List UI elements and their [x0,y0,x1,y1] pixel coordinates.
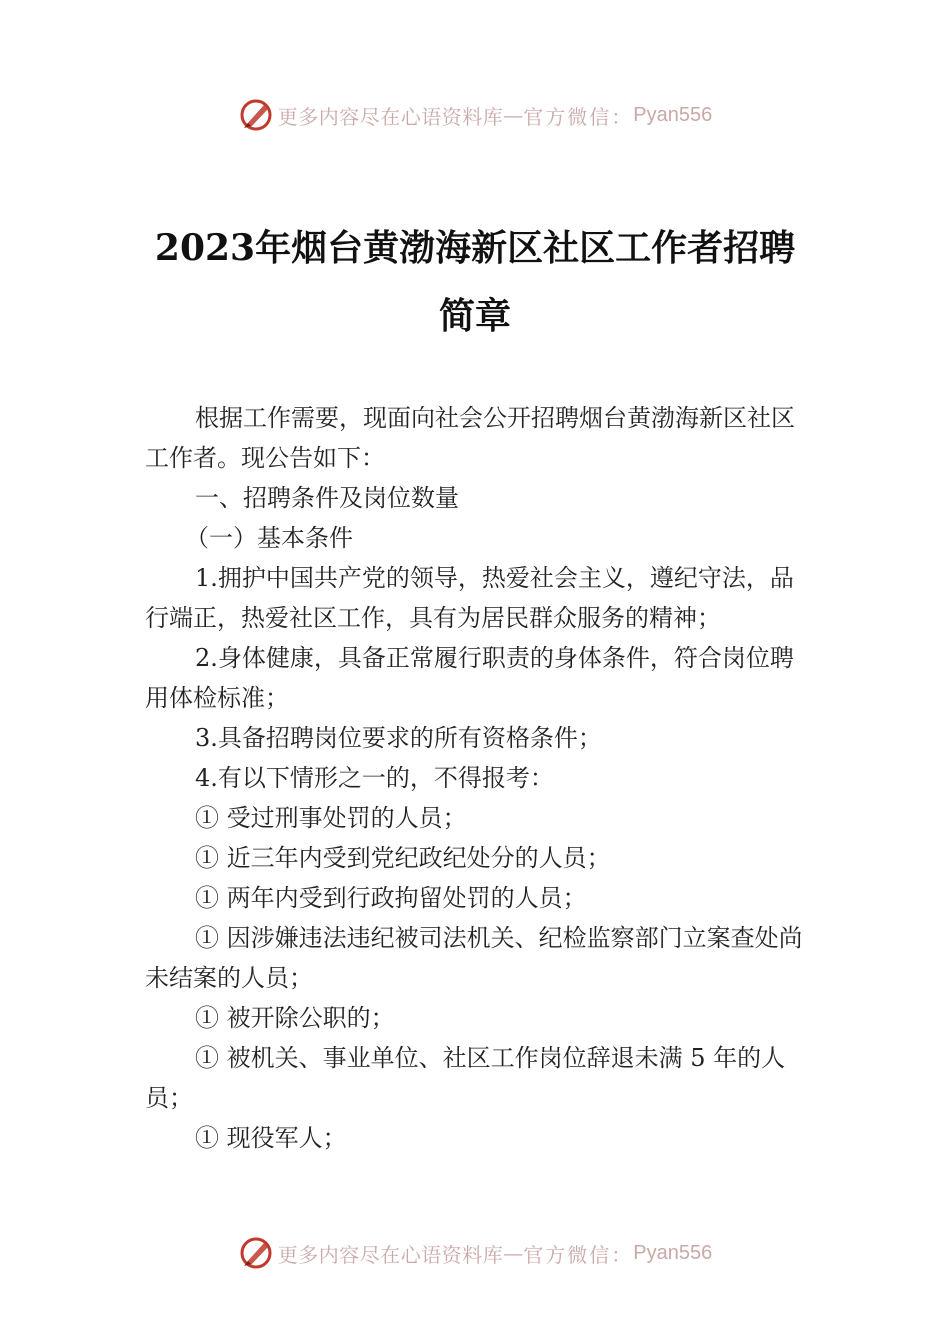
watermark-site: 更多内容尽在心语资料库 [277,1242,504,1267]
watermark-handle: Pyan556 [633,103,713,126]
paragraph: 2.身体健康，具备正常履行职责的身体条件，符合岗位聘用体检标准； [145,644,794,712]
list-item: ① 因涉嫌违法违纪被司法机关、纪检监察部门立案查处尚未结案的人员； [145,924,803,992]
document-title: 2023年烟台黄渤海新区社区工作者招聘简章 [154,227,796,337]
paragraph: 3.具备招聘岗位要求的所有资格条件； [195,724,602,752]
watermark-banner-top [0,95,950,135]
paragraph: 4.有以下情形之一的，不得报考： [195,764,554,792]
watermark-banner-bottom [0,1233,950,1273]
watermark-handle: Pyan556 [633,1241,713,1264]
pen-logo-icon [238,1235,274,1271]
paragraph: 1.拥护中国共产党的领导，热爱社会主义，遵纪守法，品行端正，热爱社区工作，具有为居民群众服务的精神； [145,564,794,632]
list-item: ① 现役军人； [195,1124,347,1152]
subsection-heading: （一）基本条件 [185,524,353,552]
watermark-separator: — [503,103,524,127]
watermark-wechat-label: 官方微信： [523,1242,634,1267]
document-body [145,398,810,1158]
watermark-wechat-label: 官方微信： [523,104,634,129]
pen-logo-icon [238,97,274,133]
list-item: ① 两年内受到行政拘留处罚的人员； [195,884,587,912]
watermark-separator: — [503,1241,524,1265]
list-item: ① 近三年内受到党纪政纪处分的人员； [195,844,611,872]
list-item: ① 受过刑事处罚的人员； [195,804,467,832]
watermark-site: 更多内容尽在心语资料库 [277,104,504,129]
section-heading: 一、招聘条件及岗位数量 [195,484,459,512]
list-item: ① 被机关、事业单位、社区工作岗位辞退未满 5 年的人员； [145,1044,786,1112]
paragraph: 根据工作需要，现面向社会公开招聘烟台黄渤海新区社区工作者。现公告如下： [145,404,795,472]
list-item: ① 被开除公职的； [195,1004,395,1032]
